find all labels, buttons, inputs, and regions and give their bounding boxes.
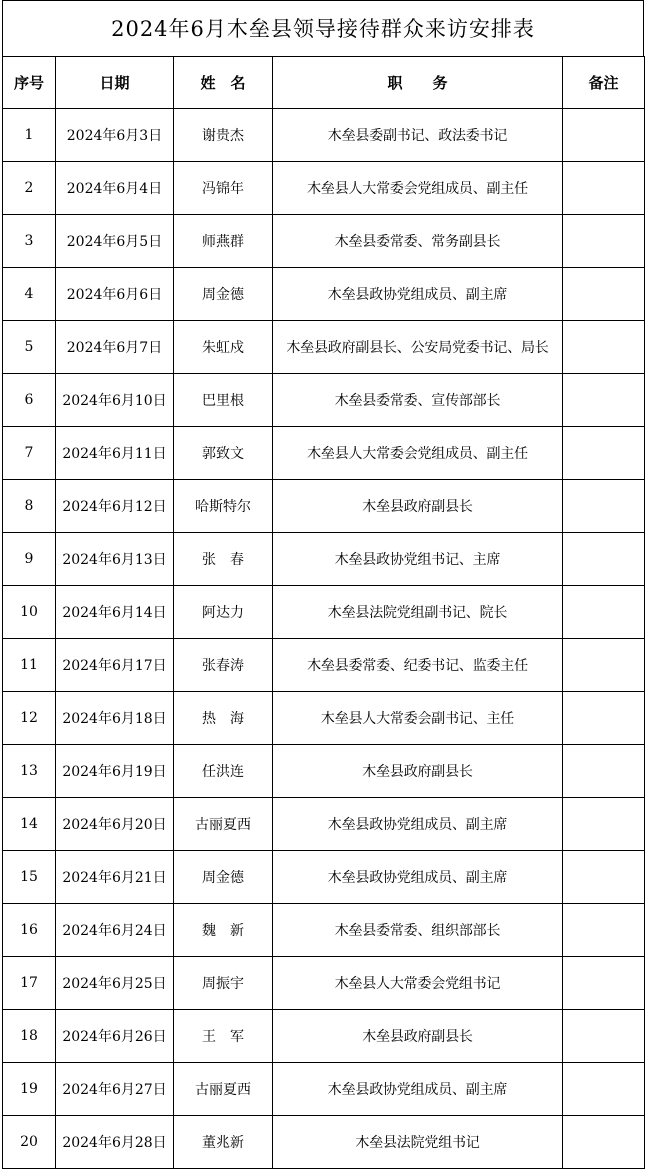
- cell-name: 阿达力: [174, 586, 273, 639]
- table-row: [3, 533, 645, 586]
- cell-seq: 20: [3, 1116, 56, 1169]
- cell-date: 2024年6月19日: [56, 745, 174, 798]
- cell-seq: 5: [3, 321, 56, 374]
- cell-post: 木垒县政府副县长: [273, 745, 563, 798]
- cell-note: [563, 904, 645, 957]
- cell-name: 董兆新: [174, 1116, 273, 1169]
- cell-name: 古丽夏西: [174, 1063, 273, 1116]
- cell-post: 木垒县人大常委会党组成员、副主任: [273, 162, 563, 215]
- cell-note: [563, 427, 645, 480]
- cell-note: [563, 1116, 645, 1169]
- cell-post: 木垒县政协党组成员、副主席: [273, 1063, 563, 1116]
- cell-date: 2024年6月3日: [56, 109, 174, 162]
- table-row: [3, 957, 645, 1010]
- table-row: [3, 427, 645, 480]
- cell-name: 哈斯特尔: [174, 480, 273, 533]
- cell-note: [563, 1010, 645, 1063]
- cell-note: [563, 798, 645, 851]
- header-post: 职 务: [273, 57, 563, 109]
- cell-seq: 8: [3, 480, 56, 533]
- cell-date: 2024年6月27日: [56, 1063, 174, 1116]
- table-header-row: [3, 57, 645, 109]
- cell-seq: 17: [3, 957, 56, 1010]
- header-seq: 序号: [3, 57, 56, 109]
- cell-name: 谢贵杰: [174, 109, 273, 162]
- cell-post: 木垒县人大常委会党组成员、副主任: [273, 427, 563, 480]
- table-row: [3, 904, 645, 957]
- cell-note: [563, 480, 645, 533]
- cell-date: 2024年6月6日: [56, 268, 174, 321]
- cell-post: 木垒县政协党组成员、副主席: [273, 268, 563, 321]
- header-note: 备注: [563, 57, 645, 109]
- table-row: [3, 215, 645, 268]
- cell-date: 2024年6月10日: [56, 374, 174, 427]
- cell-seq: 2: [3, 162, 56, 215]
- cell-date: 2024年6月26日: [56, 1010, 174, 1063]
- table-row: [3, 268, 645, 321]
- table-row: [3, 1010, 645, 1063]
- cell-name: 张 春: [174, 533, 273, 586]
- cell-name: 周金德: [174, 268, 273, 321]
- cell-name: 热 海: [174, 692, 273, 745]
- cell-date: 2024年6月17日: [56, 639, 174, 692]
- cell-seq: 19: [3, 1063, 56, 1116]
- cell-date: 2024年6月21日: [56, 851, 174, 904]
- cell-seq: 7: [3, 427, 56, 480]
- header-date: 日期: [56, 57, 174, 109]
- cell-post: 木垒县人大常委会副书记、主任: [273, 692, 563, 745]
- table-row: [3, 480, 645, 533]
- cell-name: 周振宇: [174, 957, 273, 1010]
- cell-date: 2024年6月11日: [56, 427, 174, 480]
- cell-note: [563, 1063, 645, 1116]
- cell-post: 木垒县法院党组书记: [273, 1116, 563, 1169]
- cell-post: 木垒县政协党组成员、副主席: [273, 851, 563, 904]
- cell-post: 木垒县政府副县长: [273, 1010, 563, 1063]
- cell-date: 2024年6月24日: [56, 904, 174, 957]
- header-name: 姓 名: [174, 57, 273, 109]
- cell-seq: 13: [3, 745, 56, 798]
- cell-seq: 4: [3, 268, 56, 321]
- cell-post: 木垒县政协党组成员、副主席: [273, 798, 563, 851]
- cell-date: 2024年6月28日: [56, 1116, 174, 1169]
- cell-note: [563, 215, 645, 268]
- table-row: [3, 692, 645, 745]
- cell-post: 木垒县政协党组书记、主席: [273, 533, 563, 586]
- cell-seq: 15: [3, 851, 56, 904]
- cell-post: 木垒县委副书记、政法委书记: [273, 109, 563, 162]
- cell-date: 2024年6月20日: [56, 798, 174, 851]
- cell-seq: 1: [3, 109, 56, 162]
- document-title: 2024年6月木垒县领导接待群众来访安排表: [2, 0, 644, 56]
- cell-date: 2024年6月14日: [56, 586, 174, 639]
- cell-post: 木垒县委常委、纪委书记、监委主任: [273, 639, 563, 692]
- cell-date: 2024年6月4日: [56, 162, 174, 215]
- cell-seq: 11: [3, 639, 56, 692]
- table-row: [3, 851, 645, 904]
- table-row: [3, 639, 645, 692]
- cell-name: 师燕群: [174, 215, 273, 268]
- cell-date: 2024年6月12日: [56, 480, 174, 533]
- table-body: [3, 109, 645, 1169]
- cell-note: [563, 957, 645, 1010]
- cell-seq: 10: [3, 586, 56, 639]
- cell-note: [563, 533, 645, 586]
- cell-name: 王 军: [174, 1010, 273, 1063]
- table-row: [3, 586, 645, 639]
- cell-note: [563, 321, 645, 374]
- table-row: [3, 798, 645, 851]
- cell-note: [563, 692, 645, 745]
- cell-name: 郭致文: [174, 427, 273, 480]
- cell-post: 木垒县委常委、常务副县长: [273, 215, 563, 268]
- cell-note: [563, 162, 645, 215]
- table-row: [3, 374, 645, 427]
- cell-post: 木垒县人大常委会党组书记: [273, 957, 563, 1010]
- table-row: [3, 745, 645, 798]
- cell-date: 2024年6月7日: [56, 321, 174, 374]
- cell-date: 2024年6月13日: [56, 533, 174, 586]
- table-row: [3, 162, 645, 215]
- table-row: [3, 321, 645, 374]
- cell-note: [563, 851, 645, 904]
- cell-note: [563, 745, 645, 798]
- cell-name: 魏 新: [174, 904, 273, 957]
- cell-seq: 3: [3, 215, 56, 268]
- cell-seq: 9: [3, 533, 56, 586]
- cell-date: 2024年6月5日: [56, 215, 174, 268]
- cell-name: 冯锦年: [174, 162, 273, 215]
- cell-name: 古丽夏西: [174, 798, 273, 851]
- cell-date: 2024年6月18日: [56, 692, 174, 745]
- cell-name: 任洪连: [174, 745, 273, 798]
- cell-note: [563, 268, 645, 321]
- table-row: [3, 109, 645, 162]
- table-row: [3, 1063, 645, 1116]
- cell-post: 木垒县委常委、宣传部部长: [273, 374, 563, 427]
- cell-seq: 14: [3, 798, 56, 851]
- cell-note: [563, 109, 645, 162]
- cell-name: 巴里根: [174, 374, 273, 427]
- cell-seq: 16: [3, 904, 56, 957]
- cell-name: 张春涛: [174, 639, 273, 692]
- cell-note: [563, 374, 645, 427]
- cell-post: 木垒县政府副县长、公安局党委书记、局长: [273, 321, 563, 374]
- cell-seq: 12: [3, 692, 56, 745]
- cell-post: 木垒县法院党组副书记、院长: [273, 586, 563, 639]
- cell-post: 木垒县委常委、组织部部长: [273, 904, 563, 957]
- cell-post: 木垒县政府副县长: [273, 480, 563, 533]
- cell-note: [563, 586, 645, 639]
- cell-seq: 18: [3, 1010, 56, 1063]
- table-row: [3, 1116, 645, 1169]
- cell-note: [563, 639, 645, 692]
- cell-name: 周金德: [174, 851, 273, 904]
- reception-schedule-table: [2, 56, 645, 1169]
- cell-seq: 6: [3, 374, 56, 427]
- cell-name: 朱虹戍: [174, 321, 273, 374]
- cell-date: 2024年6月25日: [56, 957, 174, 1010]
